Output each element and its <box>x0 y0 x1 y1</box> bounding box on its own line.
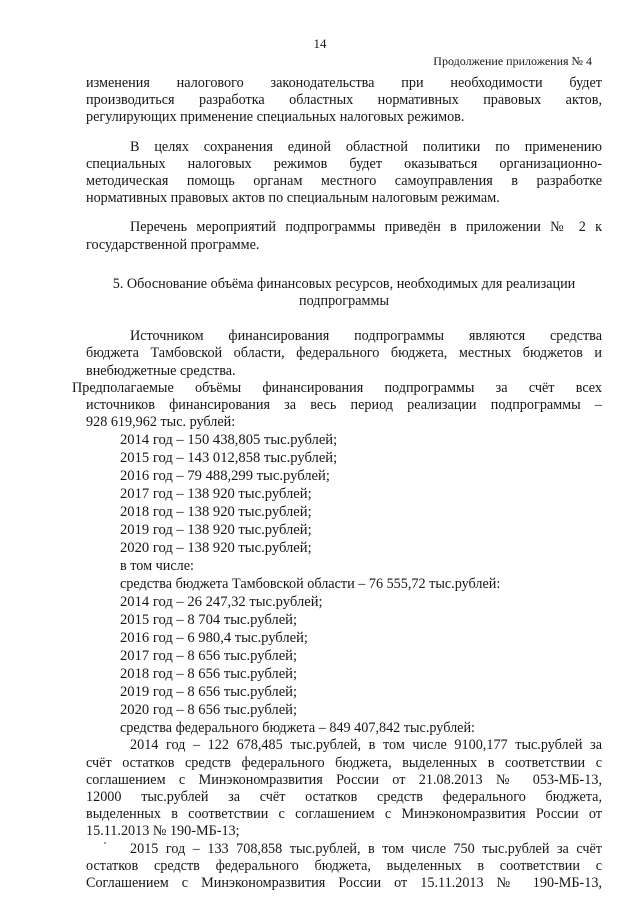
text-line: внебюджетные средства. <box>86 362 236 379</box>
list-item: 2016 год – 6 980,4 тыс.рублей; <box>120 630 308 647</box>
text-line: нормативных правовых актов по специальным налоговым режимам. <box>86 190 500 207</box>
paragraph-regional-policy <box>86 139 602 208</box>
text-line: Перечень мероприятий подпрограммы приведён в приложении № 2 к <box>130 219 602 236</box>
text-line: государственной программе. <box>86 236 260 253</box>
text-line: методическая помощь органам местного самоуправления в разработке <box>86 173 602 190</box>
regional-by-year-list <box>86 593 602 719</box>
text-line: регулирующих применение специальных налоговых режимов. <box>86 109 465 126</box>
scan-speck <box>104 842 106 844</box>
text-line: Соглашением с Минэкономразвития России от 15.11.2013 № 190-МБ-13, <box>86 875 602 892</box>
text-line: В целях сохранения единой областной политики по применению <box>130 138 602 155</box>
text-line: 2014 год – 122 678,485 тыс.рублей, в том числе 9100,177 тыс.рублей за <box>130 737 602 754</box>
heading-line: подпрограммы <box>299 293 389 310</box>
paragraph-tax-legislation <box>86 75 602 127</box>
list-item: 2014 год – 26 247,32 тыс.рублей; <box>120 594 323 611</box>
text-line: производиться разработка областных нормативных правовых актов, <box>86 92 602 109</box>
text-line: счёт остатков средств федерального бюджета, выделенных в соответствии с <box>86 754 602 771</box>
totals-by-year-list <box>86 431 602 557</box>
list-item: 2018 год – 8 656 тыс.рублей; <box>120 666 298 683</box>
list-item: 2020 год – 8 656 тыс.рублей; <box>120 702 298 719</box>
text-line: 15.11.2013 № 190-МБ-13; <box>86 823 240 840</box>
text-line: Источником финансирования подпрограммы являются средства <box>130 328 602 345</box>
text-line: Предполагаемые объёмы финансирования подпрограммы за счёт всех <box>72 379 602 396</box>
list-item: 2016 год – 79 488,299 тыс.рублей; <box>120 468 330 485</box>
list-item: 2017 год – 138 920 тыс.рублей; <box>120 486 312 503</box>
text-line: 12000 тыс.рублей за счёт остатков средств федерального бюджета, <box>86 789 602 806</box>
document-body <box>72 75 602 892</box>
text-line: специальных налоговых режимов будет оказываться организационно- <box>86 155 602 172</box>
regional-budget-block <box>86 557 602 593</box>
text-line: изменения налогового законодательства при необходимости будет <box>86 75 602 91</box>
list-item: 2019 год – 8 656 тыс.рублей; <box>120 684 298 701</box>
heading-line: 5. Обоснование объёма финансовых ресурсов, необходимых для реализации <box>112 275 576 292</box>
list-item: 2015 год – 8 704 тыс.рублей; <box>120 612 298 629</box>
text-line: источников финансирования за весь период реализации подпрограммы – <box>86 397 602 414</box>
list-item: 2018 год – 138 920 тыс.рублей; <box>120 504 312 521</box>
text-line: остатков средств федерального бюджета, выделенных в соответствии с <box>86 857 602 874</box>
text-line: бюджета Тамбовской области, федерального бюджета, местных бюджетов и <box>86 345 602 362</box>
text-line: 2015 год – 133 708,858 тыс.рублей, в том числе 750 тыс.рублей за счёт <box>130 840 602 857</box>
list-item: 2020 год – 138 920 тыс.рублей; <box>120 540 312 557</box>
federal-budget-block <box>86 719 602 737</box>
paragraph-federal-2014 <box>86 737 602 840</box>
federal-budget-title: средства федерального бюджета – 849 407,842 тыс.рублей: <box>120 720 475 737</box>
text-line: 928 619,962 тыс. рублей: <box>86 414 236 431</box>
paragraph-measures-list <box>86 219 602 253</box>
paragraph-funding-sources <box>86 328 602 380</box>
page-number: 14 <box>313 36 327 51</box>
text-line: выделенных в соответствии с соглашением с Минэкономразвития России от <box>86 806 602 823</box>
regional-budget-title: средства бюджета Тамбовской области – 76 555,72 тыс.рублей: <box>120 576 501 593</box>
text-line: соглашением с Минэкономразвития России от 21.08.2013 № 053-МБ-13, <box>86 771 602 788</box>
list-item: 2017 год – 8 656 тыс.рублей; <box>120 648 298 665</box>
list-item: 2019 год – 138 920 тыс.рублей; <box>120 522 312 539</box>
section-heading <box>86 276 602 310</box>
paragraph-funding-volumes <box>72 379 602 432</box>
including-label: в том числе: <box>120 558 194 575</box>
list-item: 2014 год – 150 438,805 тыс.рублей; <box>120 432 338 449</box>
appendix-note: Продолжение приложения № 4 <box>433 54 592 68</box>
list-item: 2015 год – 143 012,858 тыс.рублей; <box>120 450 338 467</box>
paragraph-federal-2015 <box>86 841 602 893</box>
